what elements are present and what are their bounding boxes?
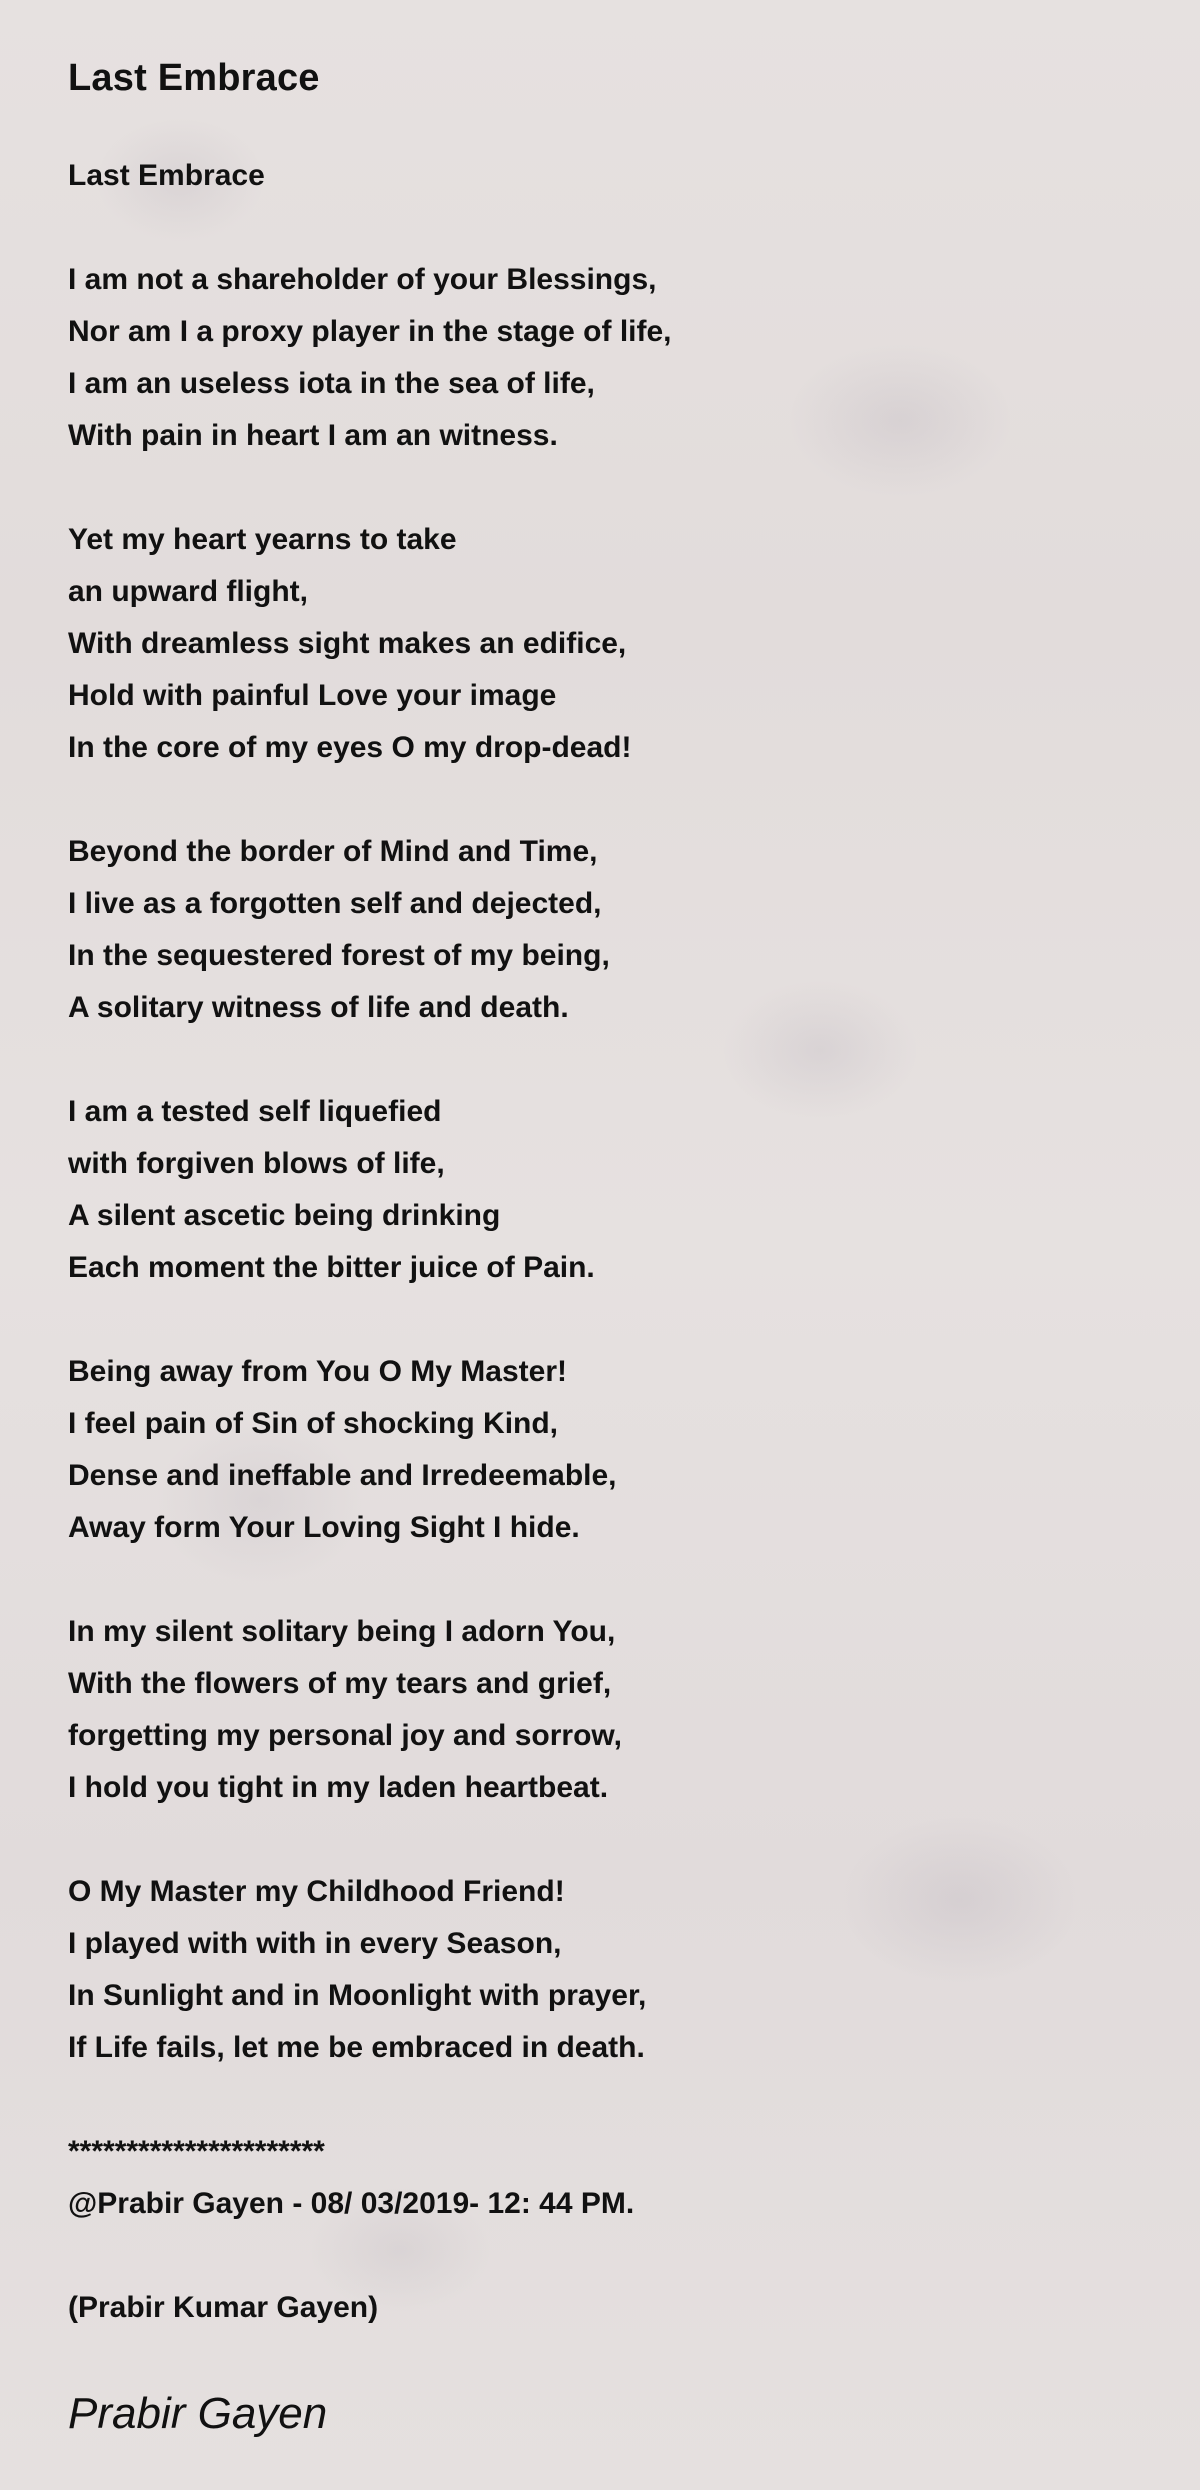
- stanza: [68, 1866, 1148, 2074]
- poem-line: Hold with painful Love your image: [68, 679, 557, 712]
- poem-line: I feel pain of Sin of shocking Kind,: [68, 1407, 559, 1440]
- poem-line: I played with with in every Season,: [68, 1927, 562, 1960]
- stanza: [68, 1606, 1148, 1814]
- poem-line: With pain in heart I am an witness.: [68, 419, 558, 452]
- poem-line: In my silent solitary being I adorn You,: [68, 1615, 616, 1648]
- poem-line: Dense and ineffable and Irredeemable,: [68, 1459, 617, 1492]
- poem-line: Last Embrace: [68, 159, 265, 192]
- full-name-line: (Prabir Kumar Gayen): [68, 2291, 379, 2324]
- poem-line: In the sequestered forest of my being,: [68, 939, 610, 972]
- poem-line: If Life fails, let me be embraced in death.: [68, 2031, 645, 2064]
- poem-line: O My Master my Childhood Friend!: [68, 1875, 565, 1908]
- author-signature: Prabir Gayen: [68, 2389, 328, 2438]
- stanza: [68, 1086, 1148, 1294]
- poem-line: With the flowers of my tears and grief,: [68, 1667, 612, 1700]
- poem-line: forgetting my personal joy and sorrow,: [68, 1719, 622, 1752]
- stanza: [68, 254, 1148, 462]
- date-line: @Prabir Gayen - 08/ 03/2019- 12: 44 PM.: [68, 2187, 635, 2220]
- stanza: [68, 1346, 1148, 1554]
- stanza: [68, 150, 1148, 202]
- poem-line: I am a tested self liquefied: [68, 1095, 442, 1128]
- stanza: [68, 826, 1148, 1034]
- poem-line: Yet my heart yearns to take: [68, 523, 457, 556]
- poem-line: In the core of my eyes O my drop-dead!: [68, 731, 632, 764]
- stanza: [68, 2282, 1148, 2334]
- stanza: [68, 514, 1148, 774]
- poem-line: an upward flight,: [68, 575, 308, 608]
- poem-title: Last Embrace: [68, 57, 320, 99]
- poem-line: Each moment the bitter juice of Pain.: [68, 1251, 595, 1284]
- poem-line: A silent ascetic being drinking: [68, 1199, 501, 1232]
- poem-line: Being away from You O My Master!: [68, 1355, 567, 1388]
- stanza: [68, 2126, 1148, 2230]
- poem-card: [68, 48, 1148, 2386]
- poem-line: I am not a shareholder of your Blessings,: [68, 263, 657, 296]
- poem-line: I live as a forgotten self and dejected,: [68, 887, 602, 920]
- poem-line: I am an useless iota in the sea of life,: [68, 367, 595, 400]
- poem-line: Away form Your Loving Sight I hide.: [68, 1511, 580, 1544]
- poem-line: I hold you tight in my laden heartbeat.: [68, 1771, 609, 1804]
- poem-line: with forgiven blows of life,: [68, 1147, 445, 1180]
- poem-line: Nor am I a proxy player in the stage of life,: [68, 315, 672, 348]
- poem-body: [68, 150, 1148, 2334]
- separator-line: **********************: [68, 2135, 325, 2168]
- poem-line: A solitary witness of life and death.: [68, 991, 569, 1024]
- poem-line: In Sunlight and in Moonlight with prayer,: [68, 1979, 647, 2012]
- poem-line: Beyond the border of Mind and Time,: [68, 835, 598, 868]
- poem-line: With dreamless sight makes an edifice,: [68, 627, 627, 660]
